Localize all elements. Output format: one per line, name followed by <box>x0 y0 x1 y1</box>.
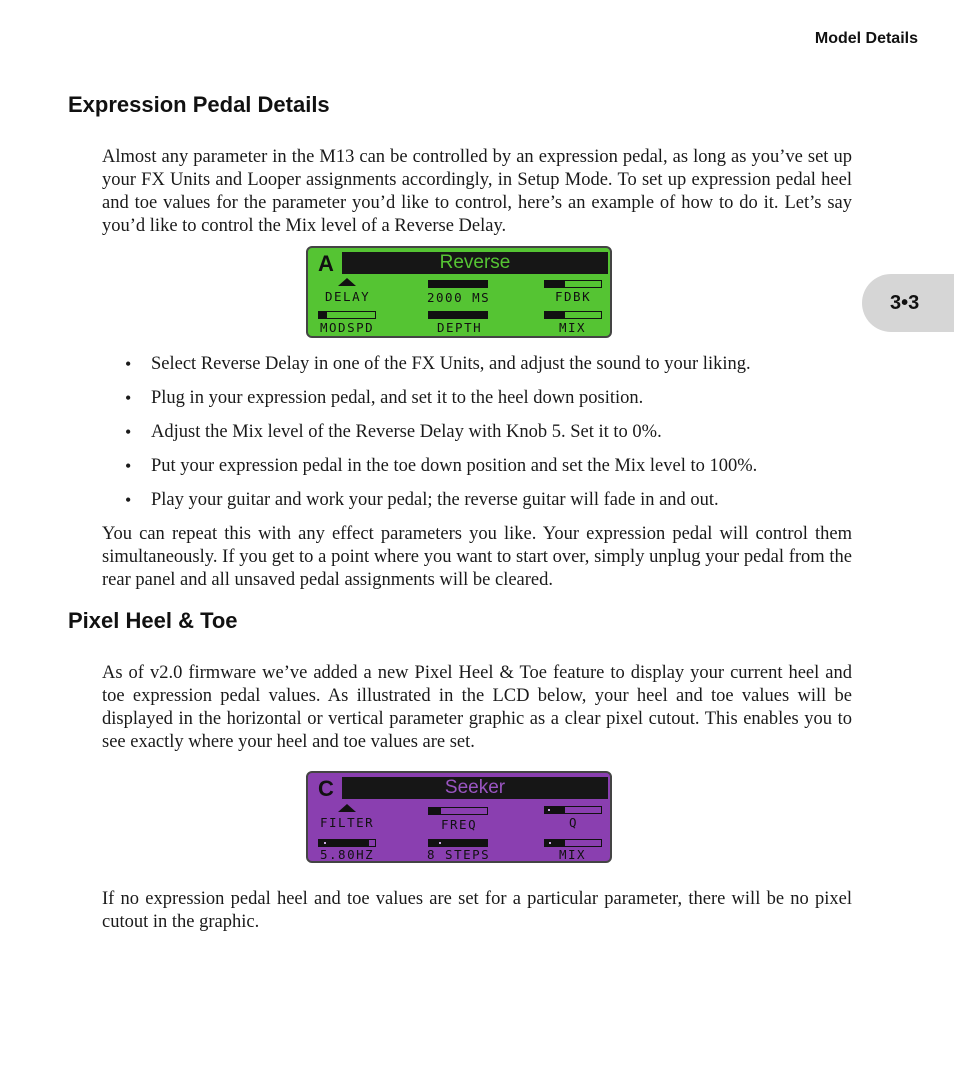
list-item: • Select Reverse Delay in one of the FX Units, and adjust the sound to your liking. <box>102 350 862 384</box>
param-label-filter: FILTER <box>320 815 375 830</box>
chapter-page-tab: 3•3 <box>862 274 954 332</box>
param-label-mix: MIX <box>559 847 587 862</box>
param-bar-depth <box>428 311 488 319</box>
param-label-steps: 8 STEPS <box>427 847 491 862</box>
param-bar-mix <box>544 839 602 847</box>
fx-unit-letter: A <box>318 251 334 276</box>
param-bar-modspd <box>318 311 376 319</box>
param-bar-freq <box>428 807 488 815</box>
param-bar-mix <box>544 311 602 319</box>
list-item: • Adjust the Mix level of the Reverse Delay with Knob 5. Set it to 0%. <box>102 418 862 452</box>
param-label-time: 2000 MS <box>427 290 491 305</box>
param-bar-fdbk <box>544 280 602 288</box>
param-label-depth: DEPTH <box>437 320 483 335</box>
list-item: • Put your expression pedal in the toe down position and set the Mix level to 100%. <box>102 452 862 486</box>
param-label-rate: 5.80HZ <box>320 847 375 862</box>
model-name-bar: Reverse <box>342 252 608 274</box>
param-label-q: Q <box>569 815 579 830</box>
param-label-mix: MIX <box>559 320 587 335</box>
param-label-delay: DELAY <box>325 289 371 304</box>
fx-unit-letter: C <box>318 776 334 801</box>
lcd-display-seeker <box>306 771 612 863</box>
pixel-outro-paragraph: If no expression pedal heel and toe values are set for a particular parameter, there will be no pixel cutout in the graphic. <box>102 889 852 932</box>
outro-paragraph: You can repeat this with any effect parameters you like. Your expression pedal will control them simultaneously. If you get to a point where you want to start over, simply unplug your pedal from the rear panel and all unsaved pedal assignments will be cleared. <box>102 524 852 590</box>
selected-param-arrow-icon <box>338 278 356 286</box>
lcd-display-reverse <box>306 246 612 338</box>
param-bar-q <box>544 806 602 814</box>
param-bar-steps <box>428 839 488 847</box>
param-label-fdbk: FDBK <box>555 289 592 304</box>
pixel-intro-paragraph: As of v2.0 firmware we’ve added a new Pixel Heel & Toe feature to display your current heel and toe expression pedal values. As illustrated in the LCD below, your heel and toe values will be displayed in the horizontal or vertical parameter graphic as a clear pixel cutout. This enables you to see exactly where your heel and toe values are set. <box>102 663 852 752</box>
list-item: • Plug in your expression pedal, and set it to the heel down position. <box>102 384 862 418</box>
selected-param-arrow-icon <box>338 804 356 812</box>
list-item: • Play your guitar and work your pedal; the reverse guitar will fade in and out. <box>102 486 862 520</box>
instruction-list <box>102 350 862 520</box>
param-bar-rate <box>318 839 376 847</box>
section-heading-pixel-heel-toe: Pixel Heel & Toe <box>68 608 238 633</box>
param-label-freq: FREQ <box>441 817 478 832</box>
model-name-bar: Seeker <box>342 777 608 799</box>
intro-paragraph: Almost any parameter in the M13 can be controlled by an expression pedal, as long as you’ve set up your FX Units and Looper assignments accordingly, in Setup Mode. To set up expression pedal heel and toe values for the parameter you’d like to control, here’s an example of how to do it. Let’s say you’d like to control the Mix level of a Reverse Delay. <box>102 147 852 236</box>
param-bar-time <box>428 280 488 288</box>
running-header: Model Details <box>814 30 918 47</box>
section-heading-expression-pedal: Expression Pedal Details <box>68 92 330 117</box>
param-label-modspd: MODSPD <box>320 320 375 335</box>
